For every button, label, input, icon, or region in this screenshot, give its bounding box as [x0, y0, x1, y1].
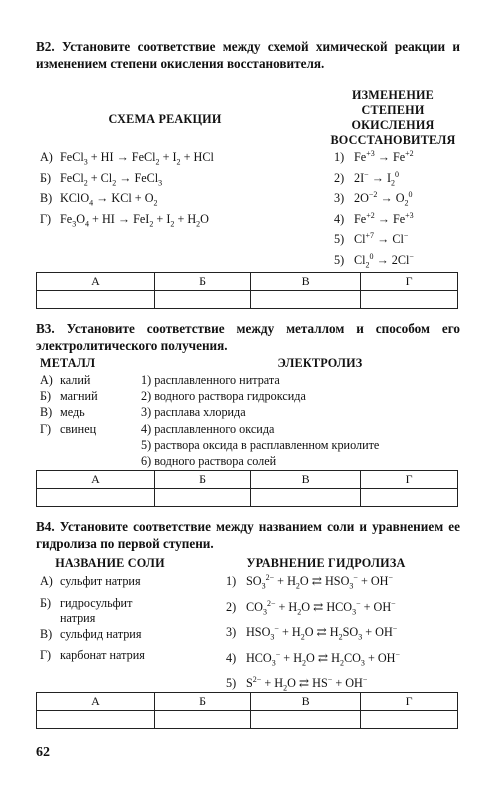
b2-col-right-line: ВОССТАНОВИТЕЛЯ	[330, 133, 456, 147]
option-number: 3)	[226, 625, 237, 639]
metal-name: свинец	[60, 421, 97, 436]
option-letter: В)	[40, 191, 53, 205]
reaction-row	[40, 212, 209, 227]
b2-col-left-heading: СХЕМА РЕАКЦИИ	[108, 112, 222, 126]
equation-row	[226, 651, 400, 666]
b4-answer-table[interactable]	[36, 692, 458, 729]
salt-row	[40, 627, 141, 642]
task-b2-statement	[36, 38, 460, 72]
hydrolysis-equation: $S^{2-} + H_2O$ ⇄ HS− + OH−	[246, 674, 368, 693]
answer-cell[interactable]	[37, 489, 155, 507]
metal-row	[40, 405, 85, 420]
answer-cell[interactable]	[37, 711, 155, 729]
option-letter: Б)	[40, 170, 52, 185]
option-letter: Б)	[40, 389, 52, 404]
reaction-row	[40, 171, 162, 186]
oxidation-change: $2I^- \to I_2^0$	[354, 169, 400, 187]
task-b4-text: Установите соответствие между названием соли и уравнением ее гидролиза по первой ступени.	[36, 519, 460, 551]
reaction-scheme: FeCl$_3$ + HI → FeCl$_2$ + $I_2$ + HCl	[60, 150, 214, 167]
answer-header: Г	[361, 273, 458, 291]
oxidation-change: $Cl^{+7} \to Cl^-$	[354, 230, 409, 246]
option-number: 4)	[334, 211, 345, 226]
b2-answer-table[interactable]	[36, 272, 458, 309]
method-row: 1) расплавленного нитрата	[141, 373, 280, 387]
salt-name: сульфит натрия	[60, 574, 141, 588]
option-letter: В)	[40, 405, 53, 420]
option-letter: Б)	[40, 596, 52, 610]
reaction-row	[40, 150, 214, 165]
task-b3-statement	[36, 320, 460, 354]
answer-cell[interactable]	[251, 291, 361, 309]
method-row: 5) раствора оксида в расплавленном криолите	[141, 437, 380, 452]
metal-name: калий	[60, 373, 91, 387]
task-b2-text: Установите соответствие между схемой химической реакции и изменением степени окисления восстановителя.	[36, 39, 461, 71]
metal-row	[40, 422, 96, 437]
change-row	[334, 150, 414, 165]
equation-row	[226, 625, 397, 640]
b2-col-right-line: ИЗМЕНЕНИЕ	[351, 88, 435, 102]
reaction-scheme: $Fe_3O_4$ + HI → $FeI_2 + I_2 + H_2O$	[60, 211, 209, 228]
b3-col-left-heading: МЕТАЛЛ	[40, 356, 96, 370]
task-b4-statement	[36, 518, 460, 552]
method-row: 4) расплавленного оксида	[141, 421, 275, 436]
equation-row	[226, 676, 367, 691]
option-number: 3)	[334, 191, 345, 205]
answer-cell[interactable]	[251, 489, 361, 507]
answer-cell[interactable]	[154, 489, 250, 507]
b2-col-right-line: ОКИСЛЕНИЯ	[351, 118, 435, 132]
option-number: 5)	[226, 676, 237, 690]
answer-cell[interactable]	[361, 711, 458, 729]
page-number: 62	[36, 745, 50, 760]
change-row	[334, 171, 399, 186]
option-number: 2)	[226, 599, 237, 614]
method-row: 2) водного раствора гидроксида	[141, 389, 306, 404]
answer-cell[interactable]	[251, 711, 361, 729]
answer-header: Г	[361, 471, 458, 489]
option-number: 2)	[334, 170, 345, 185]
answer-header: А	[37, 693, 155, 711]
metal-row	[40, 389, 98, 404]
salt-name: натрия	[60, 611, 96, 625]
change-row	[334, 253, 414, 268]
hydrolysis-equation: $SO_3^{2-} + H_2O$ ⇄ $HSO_3^- + OH^-$	[246, 572, 393, 591]
equation-row	[226, 600, 396, 615]
reaction-scheme: FeCl$_2$ + $Cl_2$ → FeCl$_3$	[60, 170, 163, 187]
answer-header: Б	[154, 471, 250, 489]
task-b4-number: В4.	[36, 519, 55, 534]
metal-name: магний	[60, 389, 98, 404]
change-row	[334, 232, 408, 247]
reaction-row	[40, 191, 158, 206]
option-number: 1)	[334, 150, 345, 164]
b4-col-right-heading: УРАВНЕНИЕ ГИДРОЛИЗА	[246, 556, 406, 570]
task-b2-number: В2.	[36, 39, 55, 54]
answer-header: В	[251, 693, 361, 711]
option-letter: Г)	[40, 648, 52, 662]
option-number: 4)	[226, 650, 237, 665]
answer-cell[interactable]	[37, 291, 155, 309]
b4-col-left-heading: НАЗВАНИЕ СОЛИ	[55, 556, 165, 570]
salt-name: карбонат натрия	[60, 648, 145, 662]
method-row: 3) расплава хлорида	[141, 405, 246, 420]
answer-cell[interactable]	[361, 291, 458, 309]
metal-row	[40, 373, 90, 388]
hydrolysis-equation: $HCO_3^- + H_2O$ ⇄ $H_2CO_3 + OH^-$	[246, 649, 400, 667]
method-row: 6) водного раствора солей	[141, 454, 277, 468]
task-b3-number: В3.	[36, 321, 55, 336]
answer-header: Г	[361, 693, 458, 711]
answer-header: Б	[154, 693, 250, 711]
task-b3-text: Установите соответствие между металлом и способом его электролитического получения.	[36, 321, 461, 353]
b2-col-right-heading	[318, 88, 468, 148]
answer-header: В	[251, 471, 361, 489]
oxidation-change: $Cl_2^0 \to 2Cl^-$	[354, 251, 414, 269]
option-number: 1)	[226, 574, 237, 588]
hydrolysis-equation: $CO_3^{2-} + H_2O$ ⇄ $HCO_3^- + OH^-$	[246, 598, 396, 616]
answer-header: А	[37, 471, 155, 489]
option-letter: Г)	[40, 421, 52, 436]
salt-row	[40, 574, 141, 589]
answer-header: В	[251, 273, 361, 291]
option-number: 5)	[334, 232, 345, 246]
change-row	[334, 212, 414, 227]
salt-row	[40, 611, 95, 626]
reaction-scheme: KClO$_4$ → KCl + $O_2$	[60, 191, 158, 208]
metal-name: медь	[60, 405, 85, 420]
oxidation-change: $Fe^{+3} \to Fe^{+2}$	[354, 148, 414, 164]
salt-name: сульфид натрия	[60, 627, 142, 641]
answer-cell[interactable]	[361, 489, 458, 507]
oxidation-change: $Fe^{+2} \to Fe^{+3}$	[354, 210, 414, 226]
answer-header: Б	[154, 273, 250, 291]
answer-header: А	[37, 273, 155, 291]
salt-row	[40, 648, 145, 663]
option-letter: А)	[40, 150, 53, 164]
hydrolysis-equation: $HSO_3^- + H_2O$ ⇄ $H_2SO_3 + OH^-$	[246, 623, 398, 642]
option-letter: Г)	[40, 211, 52, 226]
equation-row	[226, 574, 393, 589]
option-letter: А)	[40, 574, 53, 588]
option-letter: А)	[40, 373, 53, 387]
salt-row	[40, 596, 132, 611]
answer-cell[interactable]	[154, 291, 250, 309]
salt-name: гидросульфит	[60, 596, 133, 610]
oxidation-change: $2O^{-2} \to O_2^0$	[354, 189, 413, 208]
option-letter: В)	[40, 627, 53, 641]
b2-col-right-line: СТЕПЕНИ	[361, 103, 425, 117]
answer-cell[interactable]	[154, 711, 250, 729]
b3-col-right-heading: ЭЛЕКТРОЛИЗ	[277, 356, 363, 370]
change-row	[334, 191, 413, 206]
option-number: 5)	[334, 252, 345, 267]
b3-answer-table[interactable]	[36, 470, 458, 507]
